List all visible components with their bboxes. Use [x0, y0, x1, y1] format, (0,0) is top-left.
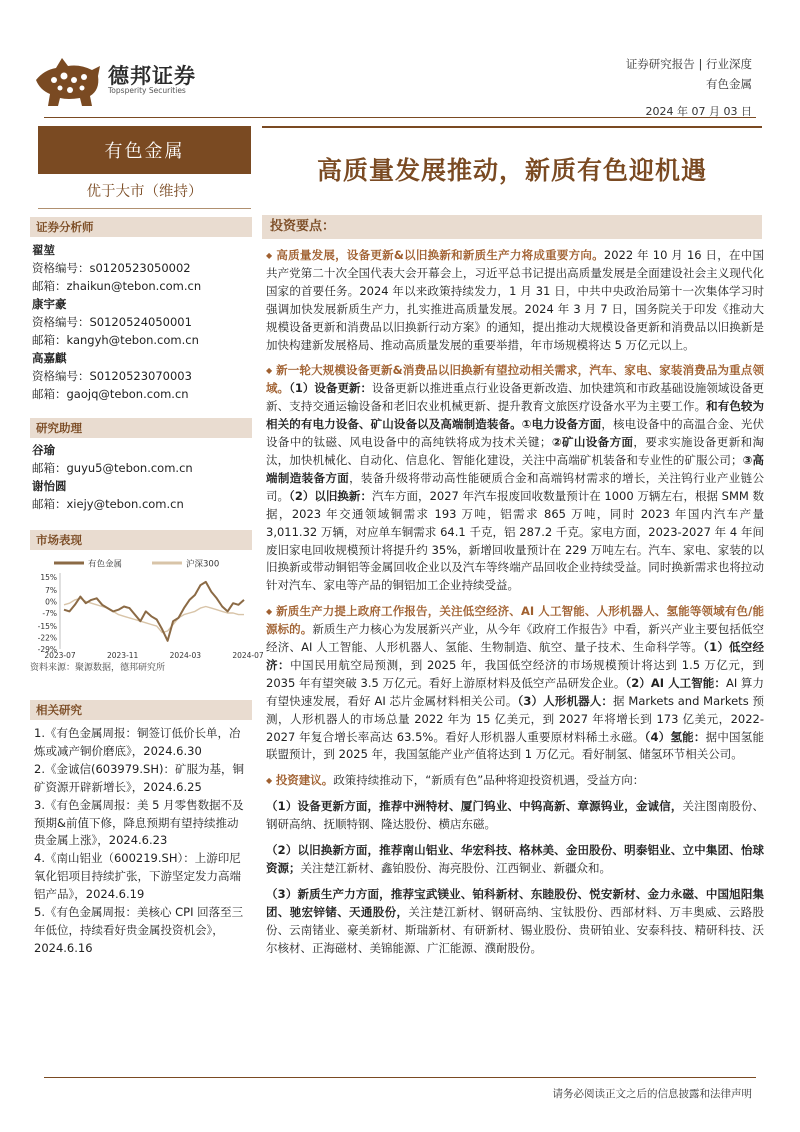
series-line	[64, 582, 244, 641]
report-industry: 有色金属	[706, 77, 752, 91]
paragraph-text: ，要求实施设备更新和淘汰，加快机械化、自动化、信息化、智能化建设，关注中高端矿机装备和专业性的矿服公司；	[266, 435, 765, 467]
paragraph-text: 汽车方面，2027 年汽车报废回收数量预计在 1000 万辆左右，根据 SMM 数据，2023 年交通领域铜需求 193 万吨，铝需求 865 万吨，同时 2023 年国内汽车产量 3,011.32 万辆，对应单车铜需求 64.1 千克，铝 287.2 千克。家电方面，2023-2027 年 4 年间废旧家电回收规模预计将提升约 35%，新增回收量预计在 229 万吨左右。汽车、家电、家装的以旧换新或带动铜铝等金属回收企业以及汽车等终端产品回收企业持续受益。同时换新需求也将拉动针对汽车、家电等产品的铜铝加工企业持续受益。	[266, 488, 765, 593]
y-tick-label: -7%	[42, 609, 57, 618]
paragraph-text: 设备更新以推进重点行业设备更新改造、加快建筑和市政基础设施领域设备更新、支持交通运输设备和老旧农业机械更新、提升教育文旅医疗设备水平为主要工作。	[266, 381, 764, 414]
related-title: 相关研究	[30, 700, 252, 720]
bold-text: （3）人形机器人：	[517, 693, 613, 708]
related-item[interactable]: 4.《南山铝业（600219.SH）：上游印尼氧化铝项目持续扩张，下游坚定发力高端铝产品》，2024.6.19	[34, 851, 241, 902]
paragraph-4	[266, 772, 764, 790]
key-points-label: 投资要点：	[262, 215, 762, 239]
analyst-email[interactable]: 邮箱：gaojq@tebon.com.cn	[32, 387, 189, 401]
report-type: 证券研究报告 | 行业深度	[625, 57, 752, 71]
paragraph-heading: 新质生产力提上政府工作报告，关注低空经济、AI 人工智能、人形机器人、氢能等领域有色/能源标的。	[266, 604, 764, 637]
paragraph-text: ，核电设备中的高温合金、光伏设备中的钛磁、风电设备中的高纯铁将成为技术关键；	[266, 417, 764, 450]
y-tick-label: 0%	[45, 597, 57, 607]
assistant-email[interactable]: 邮箱：guyu5@tebon.com.cn	[32, 461, 193, 475]
paragraph-text: 关注楚江新材、鑫铂股份、海亮股份、江西铜业、新疆众和。	[300, 861, 611, 875]
assistant-name: 谢怡圆	[32, 479, 67, 493]
diamond-bullet-icon: ◆	[266, 607, 273, 617]
paragraph-text: 关注图南股份、钢研高纳、抚顺特钢、隆达股份、横店东磁。	[266, 799, 764, 832]
paragraph-heading: 新一轮大规模设备更新&消费品以旧换新有望拉动相关需求，汽车、家电、家装消费品为重点领域。	[266, 363, 764, 396]
diamond-bullet-icon: ◆	[266, 366, 273, 376]
related-list	[34, 725, 248, 958]
paragraph-1	[266, 247, 764, 354]
bold-text: （2）AI 人工智能：	[625, 675, 726, 690]
analyst-cert: 资格编号：S0120524050001	[32, 315, 192, 329]
sector-label: 有色金属	[38, 126, 251, 174]
related-item[interactable]: 1.《有色金属周报：铜签订低价长单，冶炼或减产铜价磨底》，2024.6.30	[34, 726, 241, 758]
y-tick-label: -22%	[37, 633, 57, 643]
bold-text: ③高端制造装备方面	[266, 452, 764, 485]
rating: 优于大市（维持）	[86, 184, 203, 200]
legend-label: 有色金属	[88, 559, 123, 570]
assistant-name: 谷瑜	[32, 443, 55, 457]
bold-text: （3）新质生产力方面，推荐宝武镁业、铂科新材、东睦股份、悦安新材、金力永磁、中国旭阳集团、驰宏锌锗、天通股份，	[266, 886, 764, 919]
paragraph-text: 2022 年 10 月 16 日，在中国共产党第二十次全国代表大会开幕会上，习近平总书记提出高质量发展是全面建设社会主义现代化国家的首要任务。2024 年以来政策持续发力，1 月 31 日，中共中央政治局第十一次集体学习时强调加快发展新质生产力，扎实推进高质量发展。2024 年 3 月 7 日，国务院关于印发《推动大规模设备更新和消费品以旧换新行动方案》的通知，提出推动大规模设备更新和消费品以旧换新是加快构建新发展格局、推动高质量发展的重要举措，年市场规模将达 5 万亿元以上。	[266, 248, 765, 352]
paragraph-text: AI 算力有望快速发展，看好 AI 芯片金属材料相关公司。	[266, 675, 764, 708]
bold-text: ②矿山设备方面	[551, 435, 634, 450]
paragraph-text: 新质生产力核心为发展新兴产业，从今年《政府工作报告》中看，新兴产业主要包括低空经济、AI 人工智能、人形机器人、氢能、生物制造、航空、量子技术、生命科学等。	[266, 622, 765, 655]
paragraph-text: 政策持续推动下，“新质有色”品种将迎投资机遇，受益方向：	[333, 773, 645, 788]
assistant-list	[32, 441, 193, 513]
legend-label: 沪深300	[186, 559, 220, 570]
paragraph-3	[266, 603, 764, 764]
bold-text: （1）设备更新：	[289, 381, 373, 396]
analyst-name: 康宇豪	[32, 297, 67, 311]
related-item[interactable]: 3.《有色金属周报：美 5 月零售数据不及预期&前值下修，降息预期有望持续推动贵金属上涨》，2024.6.23	[34, 797, 244, 848]
bold-text: 和有色较为相关的有电力设备、矿山设备以及高端制造装备。	[266, 399, 765, 432]
bold-text: （4）氢能：	[644, 729, 706, 744]
bold-text: （1）低空经济：	[266, 640, 764, 672]
analyst-cert: 资格编号：s0120523050002	[32, 261, 191, 275]
paragraph-text: 关注楚江新材、钢研高纳、宝钛股份、西部材料、万丰奥威、云路股份、云南锗业、豪美新材、斯瑞新材、有研新材、锡业股份、贵研铂业、安泰科技、精研科技、沃尔核材、正海磁材、美锦能源、广汇能源、濮耐股份。	[266, 904, 764, 955]
paragraph-text: 据 Markets and Markets 预测，人形机器人的市场总量 2022 年为 15 亿美元，到 2027 年将增长到 173 亿美元，2022-2027 年复合增长率高达 63.5%。看好人形机器人重要原材料稀土永磁。	[266, 693, 764, 744]
report-body	[266, 247, 764, 966]
related-item[interactable]: 2.《金诚信(603979.SH)：矿服为基，铜矿资源开辟新增长》，2024.6.25	[34, 761, 244, 794]
report-title: 高质量发展推动，新质有色迎机遇	[262, 126, 762, 210]
recommendation-1	[266, 798, 764, 834]
paragraph-text: ，装备升级将带动高性能硬质合金和高端钨材需求的增长，关注钨行业产业链公司。	[266, 470, 764, 503]
x-tick-label: 2024-07	[232, 651, 264, 660]
x-tick-label: 2023-07	[44, 651, 76, 660]
recommendation-3	[266, 886, 764, 958]
footer-divider	[44, 1077, 756, 1078]
bold-text: （2）以旧换新：	[289, 488, 372, 503]
diamond-bullet-icon: ◆	[266, 251, 273, 260]
chart-source: 资料来源：聚源数据，德邦研究所	[30, 663, 166, 673]
brand-name-en: Topsperity Securities	[108, 86, 186, 95]
brand-name: 德邦证券	[108, 64, 196, 88]
market-title: 市场表现	[30, 530, 252, 550]
paragraph-text: 据中国氢能联盟预计，到 2025 年，我国氢能产业产值将达到 1 万亿元。看好制氢、储氢环节相关公司。	[266, 729, 764, 762]
header-divider	[44, 117, 756, 118]
paragraph-heading: 高质量发展，设备更新&以旧换新和新质生产力将成重要方向。	[276, 248, 604, 262]
paragraph-heading: 投资建议。	[275, 773, 334, 788]
analysts-title: 证券分析师	[30, 217, 252, 237]
y-tick-label: 15%	[40, 573, 57, 582]
recommendation-2	[266, 842, 764, 878]
y-tick-label: -29%	[37, 645, 57, 654]
assistants-title: 研究助理	[30, 418, 252, 438]
analyst-name: 翟堃	[32, 243, 55, 257]
market-chart	[30, 553, 264, 665]
assistant-email[interactable]: 邮箱：xiejy@tebon.com.cn	[32, 497, 184, 511]
x-tick-label: 2023-11	[106, 651, 139, 660]
report-meta	[626, 54, 752, 122]
diamond-bullet-icon: ◆	[266, 776, 273, 786]
analyst-email[interactable]: 邮箱：kangyh@tebon.com.cn	[32, 333, 199, 347]
analyst-email[interactable]: 邮箱：zhaikun@tebon.com.cn	[32, 279, 202, 293]
tebon-logo	[34, 50, 102, 108]
analyst-list	[32, 241, 201, 403]
x-tick-label: 2024-03	[169, 651, 202, 660]
bold-text: （2）以旧换新方面，推荐南山铝业、华宏科技、格林美、金田股份、明泰铝业、立中集团、怡球资源；	[266, 843, 764, 875]
series-line	[64, 598, 244, 632]
paragraph-2	[266, 362, 764, 595]
analyst-cert: 资格编号：S0120523070003	[32, 369, 192, 383]
sidebar-divider	[38, 208, 251, 209]
report-date: 2024 年 07 月 03 日	[645, 105, 752, 118]
y-tick-label: 7%	[45, 586, 57, 596]
paragraph-text: 中国民用航空局预测，到 2025 年，我国低空经济的市场规模预计将达到 1.5 万亿元，到 2035 年有望突破 3.5 万亿元。看好上游原材料及低空产品研发企业。	[266, 657, 764, 690]
related-item[interactable]: 5.《有色金属周报：美核心 CPI 回落至三年低位，持续看好贵金属投资机会》，2024.6.16	[34, 905, 244, 955]
analyst-name: 高嘉麒	[32, 351, 67, 365]
y-tick-label: -15%	[37, 622, 57, 632]
bold-text: ①电力设备方面	[521, 417, 602, 432]
footer-disclaimer: 请务必阅读正文之后的信息披露和法律声明	[552, 1088, 752, 1100]
bold-text: （1）设备更新方面，推荐中洲特材、厦门钨业、中钨高新、章源钨业，金诚信，	[266, 799, 683, 814]
